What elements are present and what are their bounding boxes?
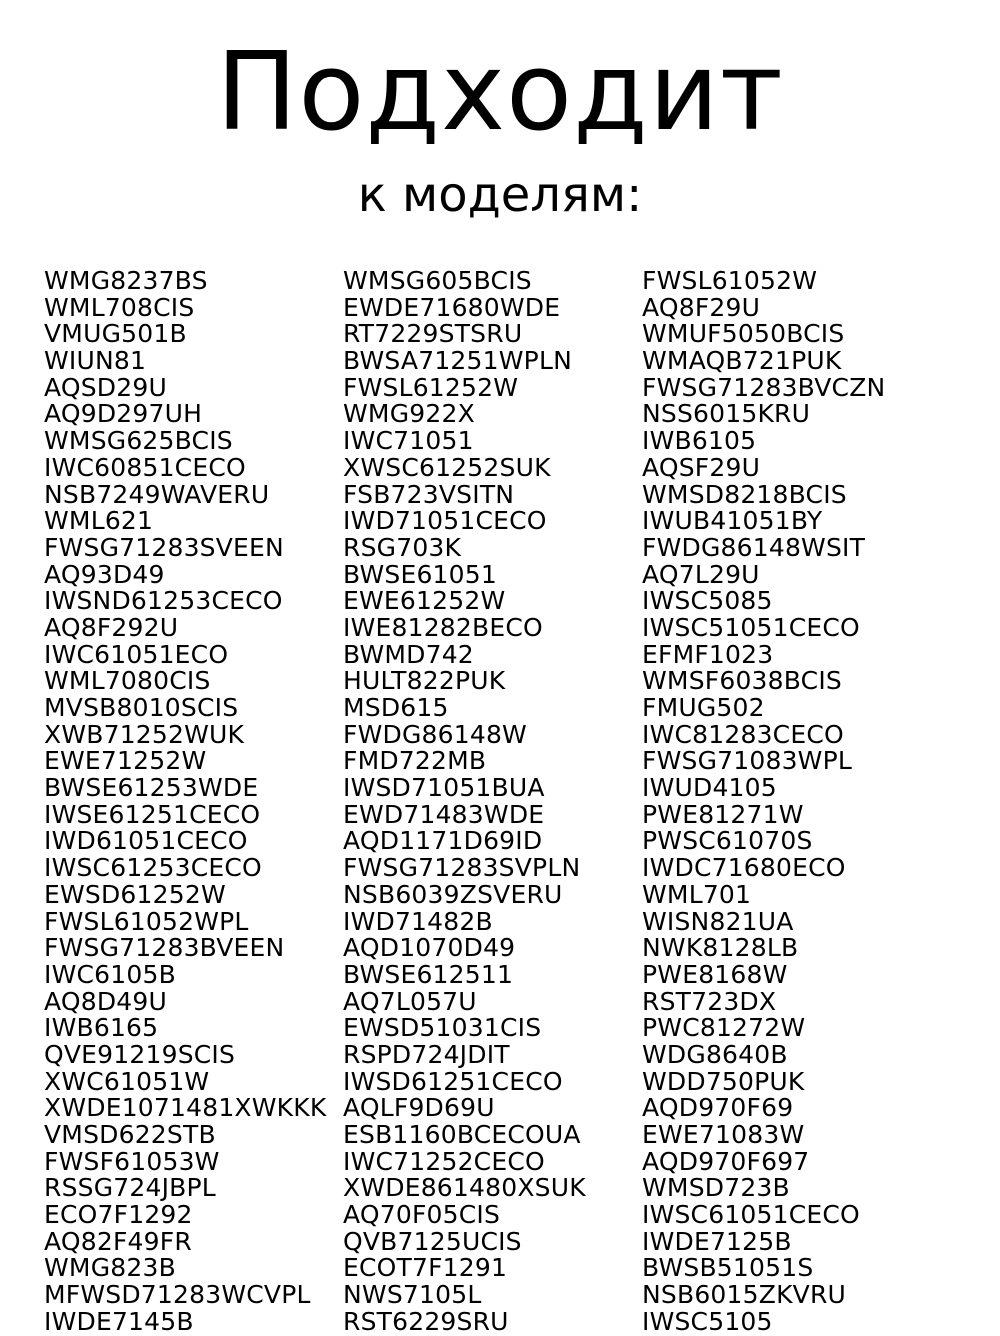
model-item: IWD71482B [343, 906, 493, 936]
model-item: FWDG86148W [343, 719, 527, 749]
model-item: WISN821UA [642, 906, 794, 936]
model-item: MSD615 [343, 693, 449, 722]
model-item: IWC61051ECO [44, 639, 229, 669]
model-item: FWSG71283SVEEN [44, 532, 284, 562]
model-item: WMSG625BCIS [44, 426, 233, 456]
model-item: IWSE61251CECO [44, 799, 261, 829]
model-item: IWSC61253CECO [44, 853, 262, 883]
model-item: IWC60851CECO [44, 452, 246, 482]
model-item: IWC81283CECO [642, 719, 844, 749]
model-item: NWK8128LB [642, 933, 799, 963]
model-item: EWD71483WDE [343, 799, 545, 829]
model-item: IWB6105 [642, 426, 757, 456]
model-item: RST723DX [642, 986, 777, 1016]
model-item: IWD71051CECO [343, 506, 547, 536]
model-item: MVSB8010SCIS [44, 693, 239, 722]
model-item: FMUG502 [642, 693, 765, 722]
model-item: FWSG71283BVEEN [44, 933, 285, 963]
model-item: WML708CIS [44, 292, 195, 322]
model-item: FWSG71283BVCZN [642, 372, 886, 402]
model-item: XWDE861480XSUK [343, 1173, 586, 1203]
model-item: RSPD724JDIT [343, 1039, 510, 1069]
model-item: PWC81272W [642, 1013, 806, 1043]
model-item: AQ8F292U [44, 612, 179, 642]
model-item: NSB7249WAVERU [44, 479, 270, 509]
model-item: AQD1171D69ID [343, 826, 543, 856]
model-item: AQ7L29U [642, 559, 760, 589]
model-item: IWSC51051CECO [642, 612, 860, 642]
model-item: FWDG86148WSIT [642, 532, 866, 562]
model-item: AQSD29U [44, 372, 167, 402]
model-item: XWSC61252SUK [343, 452, 551, 482]
model-item: IWDE7125B [642, 1226, 792, 1256]
model-item: IWSD71051BUA [343, 773, 545, 803]
model-item: ECO7F1292 [44, 1200, 193, 1230]
model-item: IWSC5105 [642, 1306, 773, 1336]
model-item: AQSF29U [642, 452, 761, 482]
model-item: XWDE1071481XWKKK [44, 1093, 327, 1123]
model-item: XWB71252WUK [44, 719, 245, 749]
model-item: WMG8237BS [44, 266, 208, 295]
model-item: WMSD8218BCIS [642, 479, 847, 509]
model-item: QVE91219SCIS [44, 1039, 236, 1069]
model-item: BWSE612511 [343, 959, 514, 989]
model-item: EWE71083W [642, 1120, 805, 1149]
model-item: AQLF9D69U [343, 1093, 495, 1123]
model-item: MFWSD71283WCVPL [44, 1280, 311, 1310]
model-item: EWE71252W [44, 746, 207, 776]
model-item: EWDE71680WDE [343, 292, 561, 322]
model-item: WML701 [642, 879, 752, 909]
model-item: AQ7L057U [343, 986, 477, 1016]
model-item: IWSND61253CECO [44, 586, 283, 616]
model-item: AQ93D49 [44, 559, 165, 589]
model-item: AQ8F29U [642, 292, 761, 322]
model-item: RT7229STSRU [343, 319, 523, 349]
model-item: FSB723VSITN [343, 479, 515, 509]
model-item: FWSL61252W [343, 372, 519, 402]
model-item: NWS7105L [343, 1280, 482, 1310]
model-item: AQ70F05CIS [343, 1200, 501, 1230]
model-item: RSG703K [343, 532, 462, 562]
model-item: AQ8D49U [44, 986, 168, 1016]
model-column-3 [642, 268, 885, 1336]
model-item: FMD722MB [343, 746, 487, 776]
model-item: VMSD622STB [44, 1120, 216, 1149]
model-item: BWSA71251WPLN [343, 346, 572, 376]
model-column-2 [343, 268, 586, 1336]
model-item: WMG823B [44, 1253, 176, 1283]
model-item: EWE61252W [343, 586, 506, 616]
model-item: EWSD61252W [44, 879, 226, 909]
model-item: WDG8640B [642, 1039, 788, 1069]
model-item: IWC6105B [44, 959, 176, 989]
model-item: IWDE7145B [44, 1306, 194, 1336]
model-item: IWSD61251CECO [343, 1066, 563, 1096]
model-item: BWSE61051 [343, 559, 497, 589]
model-item: FWSF61053W [44, 1146, 220, 1176]
model-item: ECOT7F1291 [343, 1253, 508, 1283]
model-item: IWE81282BECO [343, 612, 543, 642]
model-item: AQD970F697 [642, 1146, 810, 1176]
model-item: WMSG605BCIS [343, 266, 532, 295]
model-item: AQ9D297UH [44, 399, 203, 429]
model-item: NSS6015KRU [642, 399, 811, 429]
model-item: FWSG71083WPL [642, 746, 852, 776]
model-item: FWSG71283SVPLN [343, 853, 581, 883]
model-column-1 [44, 268, 326, 1336]
model-item: QVB7125UCIS [343, 1226, 522, 1256]
model-item: NSB6015ZKVRU [642, 1280, 847, 1310]
model-item: WMUF5050BCIS [642, 319, 845, 349]
model-item: IWC71252CECO [343, 1146, 545, 1176]
model-item: IWD61051CECO [44, 826, 248, 856]
model-item: IWB6165 [44, 1013, 159, 1043]
model-item: WML7080CIS [44, 666, 211, 696]
model-item: HULT822PUK [343, 666, 506, 696]
model-item: WML621 [44, 506, 154, 536]
model-item: IWSC5085 [642, 586, 773, 616]
model-item: NSB6039ZSVERU [343, 879, 563, 909]
model-item: IWUB41051BY [642, 506, 823, 536]
model-item: AQD970F69 [642, 1093, 794, 1123]
model-item: PWE81271W [642, 799, 804, 829]
model-item: FWSL61052W [642, 266, 818, 295]
model-item: ESB1160BCECOUA [343, 1120, 581, 1149]
page-title: Подходит [216, 30, 784, 155]
model-item: AQD1070D49 [343, 933, 516, 963]
model-item: IWC71051 [343, 426, 474, 456]
model-item: PWSC61070S [642, 826, 813, 856]
model-item: PWE8168W [642, 959, 788, 989]
model-item: WDD750PUK [642, 1066, 805, 1096]
model-item: WMSD723B [642, 1173, 790, 1203]
model-item: RSSG724JBPL [44, 1173, 216, 1203]
model-item: IWSC61051CECO [642, 1200, 860, 1230]
model-item: IWDC71680ECO [642, 853, 846, 883]
model-item: FWSL61052WPL [44, 906, 249, 936]
page-subtitle: к моделям: [357, 167, 643, 223]
model-item: EWSD51031CIS [343, 1013, 542, 1043]
model-item: BWSB51051S [642, 1253, 814, 1283]
model-item: WMAQB721PUK [642, 346, 842, 376]
model-item: BWSE61253WDE [44, 773, 259, 803]
model-item: EFMF1023 [642, 639, 774, 669]
model-item: WMG922X [343, 399, 475, 429]
model-item: BWMD742 [343, 639, 474, 669]
model-item: VMUG501B [44, 319, 187, 349]
model-item: WMSF6038BCIS [642, 666, 842, 696]
model-item: IWUD4105 [642, 773, 777, 803]
model-item: WIUN81 [44, 346, 147, 376]
model-item: AQ82F49FR [44, 1226, 192, 1256]
model-item: XWC61051W [44, 1066, 210, 1096]
model-item: RST6229SRU [343, 1306, 509, 1336]
